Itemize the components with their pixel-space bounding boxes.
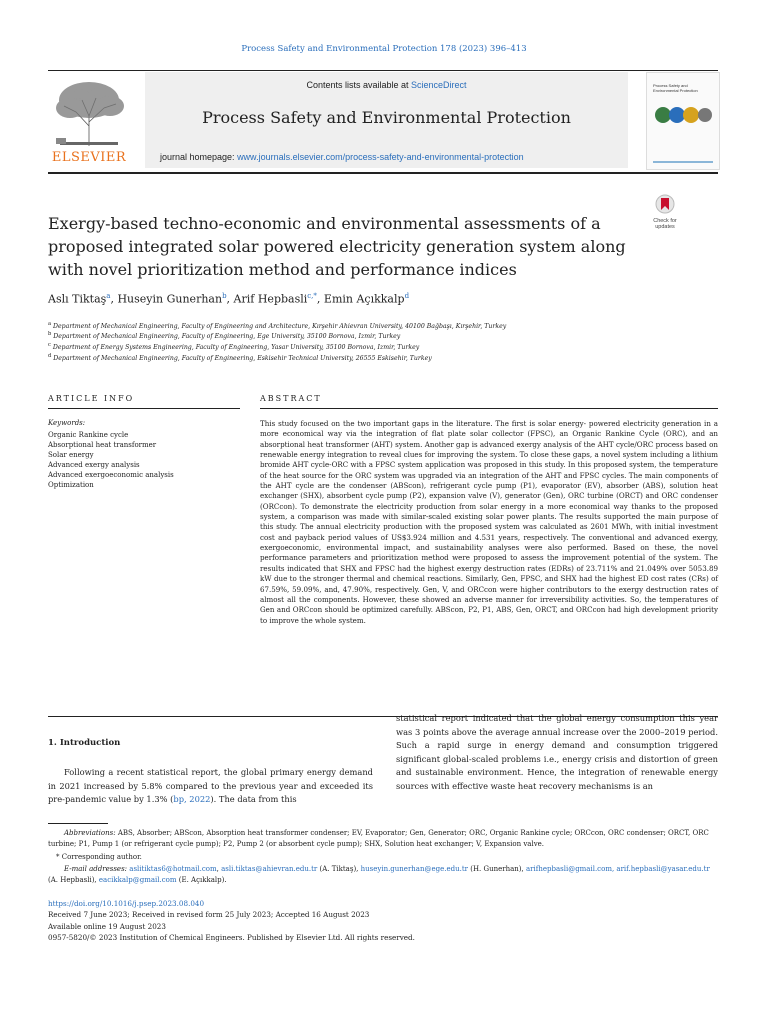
check-updates-label: Check for updates — [653, 218, 677, 230]
email-owner: (H. Gunerhan), — [468, 865, 526, 873]
citation-link[interactable]: bp, 2022 — [173, 794, 211, 805]
header-top-rule — [48, 70, 718, 71]
keywords-list — [48, 430, 238, 490]
email-owner: (A. Tiktaş), — [317, 865, 361, 873]
email-link[interactable]: huseyin.gunerhan@ege.edu.tr — [360, 865, 468, 873]
contents-line — [145, 80, 628, 90]
author-sup[interactable]: b — [222, 292, 227, 300]
front-matter-info — [48, 898, 718, 943]
abbreviations-footnote — [48, 828, 718, 849]
available-online-date: Available online 19 August 2023 — [48, 921, 166, 931]
received-dates: Received 7 June 2023; Received in revised form 25 July 2023; Accepted 16 August 2023 — [48, 910, 370, 920]
email-link[interactable]: asli.tiktas@ahievran.edu.tr — [221, 865, 318, 873]
abstract-heading: ABSTRACT — [260, 394, 322, 403]
copyright-notice: 0957-5820/© 2023 Institution of Chemical Engineers. Published by Elsevier Ltd. All rights reserved. — [48, 932, 415, 942]
header-bottom-rule — [48, 172, 718, 174]
affiliation-sup: c — [48, 342, 51, 348]
cover-footer-bar — [653, 161, 713, 163]
keyword: Advanced exergy analysis — [48, 461, 140, 469]
intro-left-column — [48, 766, 373, 807]
article-info-rule — [48, 408, 240, 409]
intro-text: Following a recent statistical report, the global primary energy demand in 2021 increased by 5.8% compared to the previous year and exceeded its pre-pandemic value by 1.3% ( — [48, 767, 373, 805]
author-sup[interactable]: a — [106, 292, 111, 300]
abstract-text: This study focused on the two important gaps in the literature. The first is solar energy- powered electricity generation in a more economical way via the integration of flat plate solar collector (FPSC), an Organic Rankine Cycle (ORC), and an absorptional heat transformer (AHT) system. Another gap is advanced exergy analysis of the AHT cycle/ORC process based on renewable energy integration to reveal clues for improving the system. To close these gaps, a novel system including a lithium bromide AHT cycle-ORC with a FPSC system application was proposed in this study. In this proposed system, the temperature of the heat source for the ORC system was upgraded via an integration of the AHT and FPSC cycles. The main components of the AHT cycle are the condenser (ABScon), refrigerant cycle pump (P1), evaporator (EV), absorber (ABS), solution heat exchanger (SHX), absorbent cycle pump (P2), expansion valve (V), generator (Gen), ORC turbine (ORCT) and ORC condenser (ORCcon). To demonstrate the electricity production from solar energy in a more economical way thanks to the proposed system, a comparison was made with similar-scaled existing solar power plants. The results supported the main purpose of this study. The annual electricity production with the proposed system was calculated as 2601 MWh, with initial investment cost and payback period values of US$3.924 million and 4.531 years, respectively. The conventional and advanced exergy, exergoeconomic, environmental impact, and sustainability analyses were also performed. Based on these, the novel performance parameters and prioritization method were proposed to assess the improvement potential of the system. The results indicated that SHX and FPSC had the highest exergy destruction rates (EDRs) of 23.711% and 21.049% over 5053.89 kW due to the stronger thermal and chemical reactions. Similarly, Gen, FPSC, and SHX had the highest ED cost rates (CRs) of 67.59%, 59.09%, and, 47.90%, respectively. Gen, V, and ORCcon were higher contributors to the exergy destruction rates of almost all the components. However, these showed an adverse manner for irreversibility activities. So, the temperatures of Gen and ORCcon should be optimized carefully. ABScon, P2, P1, ABS, Gen, ORCT, and ORCcon had high development priority to improve the whole system. — [260, 419, 718, 625]
journal-reference[interactable]: Process Safety and Environmental Protection 178 (2023) 396–413 — [241, 44, 527, 54]
keyword: Optimization — [48, 481, 94, 489]
email-footnote: E-mail addresses: aslitiktas6@hotmail.com, asli.tiktas@ahievran.edu.tr (A. Tiktaş), huseyin.gunerhan@ege.edu.tr (H. Gunerhan), arifhepbasli@gmail.com, arif.hepbasli@yasar.edu.tr (A. Hepbasli), eacikkalp@gmail.com (E. Açıkkalp). — [48, 865, 710, 884]
cover-title: Process Safety and Environmental Protection — [653, 83, 698, 93]
email-link[interactable]: aslitiktas6@hotmail.com — [129, 865, 217, 873]
author-name[interactable]: Huseyin Gunerhan — [117, 292, 223, 306]
intro-heading: 1. Introduction — [48, 738, 121, 748]
author-sup[interactable]: d — [404, 292, 410, 300]
author-sup[interactable]: c,* — [307, 292, 317, 300]
affiliation-text: Department of Mechanical Engineering, Faculty of Engineering, Ege University, 35100 Bornova, Izmir, Turkey — [53, 333, 401, 341]
affiliation-sup: b — [48, 331, 52, 337]
intro-text: ). The data from this — [210, 794, 297, 805]
elsevier-wordmark: ELSEVIER — [51, 150, 127, 165]
abbreviations-label: Abbreviations: — [64, 829, 116, 837]
email-link[interactable]: arifhepbasli@gmail.com, arif.hepbasli@yasar.edu.tr — [525, 865, 710, 873]
journal-homepage — [160, 152, 630, 162]
contents-prefix: Contents lists available at — [306, 80, 412, 90]
article-info-heading: ARTICLE INFO — [48, 394, 135, 403]
cover-graphic-icon — [653, 103, 713, 127]
email-owner: (E. Açıkkalp). — [176, 875, 227, 884]
homepage-link[interactable]: www.journals.elsevier.com/process-safety-and-environmental-protection — [237, 152, 524, 162]
keyword: Solar energy — [48, 451, 94, 459]
abstract-top-rule — [260, 408, 718, 409]
author-list: Aslı Tiktaş$^a$, Huseyin Gunerhan$^b$, Arif Hepbasli$^{c,*}$, Emin Açıkkalp$^d$ — [48, 292, 410, 306]
keywords-label: Keywords: — [48, 419, 86, 427]
email-label: E-mail addresses: — [64, 865, 128, 873]
corresponding-author-note: * Corresponding author. — [56, 853, 142, 861]
homepage-label: journal homepage: — [160, 152, 238, 162]
email-link[interactable]: eacikkalp@gmail.com — [98, 875, 177, 884]
affiliation-sup: d — [48, 353, 52, 359]
abbreviations-text: ABS, Absorber; ABScon, Absorption heat transformer condenser; EV, Evaporator; Gen, Generator; ORC, Organic Rankine cycle; ORCcon, ORC condenser; ORCT, ORC turbine; P1, Pump 1 (or refrigerant cycle pump); P2, Pump 2 (or absorbent cycle pump); SHX, Solution heat exchanger; V, Expansion valve. — [48, 829, 709, 848]
affiliation-text: Department of Mechanical Engineering, Faculty of Engineering and Architecture, Kırşehir Ahievran University, 40100 Bağbaşı, Kırşehir, Turkey — [53, 323, 507, 331]
check-for-updates-badge[interactable] — [648, 194, 682, 230]
affiliation-sup: a — [48, 321, 52, 327]
email-owner: (A. Hepbasli), — [48, 875, 99, 884]
journal-name: Process Safety and Environmental Protection — [202, 108, 571, 127]
article-title: Exergy-based techno-economic and environmental assessments of a proposed integrated solar powered electricity generation system along with novel prioritization method and performance indices — [48, 214, 626, 279]
affiliation — [48, 351, 728, 364]
footnote-rule — [48, 823, 108, 824]
author-name[interactable]: Aslı Tiktaş — [48, 292, 107, 306]
keyword: Absorptional heat transformer — [48, 441, 157, 449]
author-name[interactable]: Arif Hepbasli — [233, 292, 308, 306]
intro-right-column: statistical report indicated that the global energy consumption this year was 3 points above the average annual increase over the 2000–2019 period. Such a rapid surge in energy demand and consumption triggered significant global-scaled problems i.e., energy crisis and distortion of green and sustainable environment. Hence, the integration of renewable energy sources with effective waste heat recovery mechanisms is an — [396, 713, 718, 791]
keyword: Advanced exergoeconomic analysis — [48, 471, 174, 479]
affiliation-text: Department of Mechanical Engineering, Faculty of Engineering, Eskisehir Technical University, 26555 Eskisehir, Turkey — [53, 355, 432, 363]
affiliation-text: Department of Energy Systems Engineering, Faculty of Engineering, Yasar University, 35100 Bornova, Izmir, Turkey — [52, 344, 420, 352]
check-updates-icon — [655, 194, 675, 216]
doi-link[interactable]: https://doi.org/10.1016/j.psep.2023.08.040 — [48, 899, 205, 908]
journal-cover-thumbnail[interactable] — [646, 72, 720, 170]
keyword: Organic Rankine cycle — [48, 431, 129, 439]
sciencedirect-link[interactable]: ScienceDirect — [411, 80, 467, 90]
author-name[interactable]: Emin Açıkkalp — [323, 292, 405, 306]
